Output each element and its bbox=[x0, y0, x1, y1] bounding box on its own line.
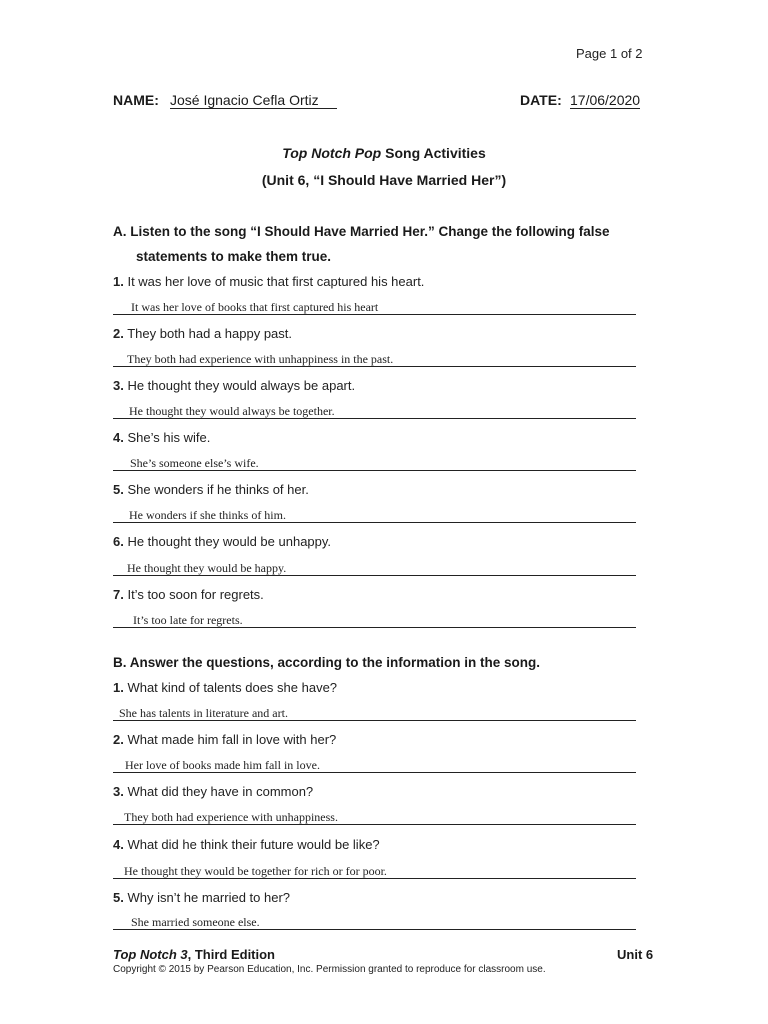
question-number: 4. bbox=[113, 837, 124, 852]
answer-line-b4[interactable] bbox=[113, 862, 636, 879]
question-text: What did they have in common? bbox=[123, 784, 314, 799]
name-label: NAME: bbox=[113, 92, 159, 108]
answer-line-a2[interactable] bbox=[113, 350, 636, 367]
question-text: She wonders if he thinks of her. bbox=[123, 482, 309, 497]
section-a-instructions: A. Listen to the song “I Should Have Married Her.” Change the following false bbox=[113, 224, 610, 239]
question-number: 5. bbox=[113, 482, 124, 497]
answer-line-b5[interactable] bbox=[113, 913, 636, 930]
question-number: 7. bbox=[113, 587, 124, 602]
answer-text: It’s too late for regrets. bbox=[133, 613, 243, 627]
answer-text: He thought they would always be together. bbox=[129, 404, 335, 418]
answer-text: They both had experience with unhappiness in the past. bbox=[127, 352, 394, 366]
worksheet-subtitle: (Unit 6, “I Should Have Married Her”) bbox=[261, 172, 507, 188]
question-b2 bbox=[113, 732, 336, 747]
question-text: He thought they would always be apart. bbox=[123, 378, 356, 393]
question-text: It was her love of music that first captured his heart. bbox=[123, 274, 425, 289]
answer-text: Her love of books made him fall in love. bbox=[125, 758, 320, 772]
answer-text: It was her love of books that first captured his heart bbox=[131, 300, 379, 314]
question-text: Why isn’t he married to her? bbox=[123, 890, 291, 905]
question-text: She’s his wife. bbox=[123, 430, 211, 445]
date-field[interactable]: 17/06/2020 bbox=[570, 92, 641, 108]
answer-text: He thought they would be happy. bbox=[127, 561, 287, 575]
date-label: DATE: bbox=[520, 92, 562, 108]
question-a1 bbox=[113, 274, 424, 289]
answer-text: They both had experience with unhappiness. bbox=[124, 810, 338, 824]
question-text: What kind of talents does she have? bbox=[123, 680, 338, 695]
question-b3 bbox=[113, 784, 313, 799]
name-field[interactable]: José Ignacio Cefla Ortiz bbox=[170, 92, 337, 109]
answer-line-b1[interactable] bbox=[113, 704, 636, 721]
page-number: Page 1 of 2 bbox=[576, 46, 643, 61]
question-text: It’s too soon for regrets. bbox=[123, 587, 264, 602]
answer-line-a7[interactable] bbox=[113, 611, 636, 628]
question-number: 2. bbox=[113, 326, 124, 341]
answer-line-b2[interactable] bbox=[113, 756, 636, 773]
question-number: 6. bbox=[113, 534, 124, 549]
section-b-heading: B. Answer the questions, according to the information in the song. bbox=[113, 655, 541, 670]
question-text: They both had a happy past. bbox=[123, 326, 293, 341]
question-text: What made him fall in love with her? bbox=[123, 732, 337, 747]
footer-book-rest: , Third Edition bbox=[187, 947, 276, 962]
answer-text: She’s someone else’s wife. bbox=[130, 456, 259, 470]
footer-book-title bbox=[113, 947, 275, 962]
answer-text: He wonders if she thinks of him. bbox=[129, 508, 286, 522]
question-number: 1. bbox=[113, 680, 124, 695]
answer-text: He thought they would be together for rich or for poor. bbox=[124, 864, 387, 878]
footer-book-italic: Top Notch 3 bbox=[113, 947, 188, 962]
worksheet-title bbox=[0, 145, 768, 161]
question-b4 bbox=[113, 837, 380, 852]
question-a6 bbox=[113, 534, 331, 549]
section-a-instructions-cont: statements to make them true. bbox=[136, 249, 332, 264]
question-a2 bbox=[113, 326, 292, 341]
question-a5 bbox=[113, 482, 309, 497]
answer-text: She married someone else. bbox=[131, 915, 260, 929]
question-text: What did he think their future would be like? bbox=[123, 837, 380, 852]
title-rest: Song Activities bbox=[381, 145, 486, 161]
question-number: 3. bbox=[113, 784, 124, 799]
question-number: 2. bbox=[113, 732, 124, 747]
answer-line-a4[interactable] bbox=[113, 454, 636, 471]
question-number: 1. bbox=[113, 274, 124, 289]
title-italic: Top Notch Pop bbox=[282, 145, 382, 161]
question-b1 bbox=[113, 680, 337, 695]
question-b5 bbox=[113, 890, 290, 905]
question-a7 bbox=[113, 587, 264, 602]
question-number: 3. bbox=[113, 378, 124, 393]
answer-text: She has talents in literature and art. bbox=[119, 706, 288, 720]
answer-line-a5[interactable] bbox=[113, 506, 636, 523]
question-number: 4. bbox=[113, 430, 124, 445]
question-number: 5. bbox=[113, 890, 124, 905]
footer-unit: Unit 6 bbox=[617, 947, 654, 962]
answer-line-a1[interactable] bbox=[113, 298, 636, 315]
copyright-notice: Copyright © 2015 by Pearson Education, Inc. Permission granted to reproduce for classroom use. bbox=[113, 964, 546, 975]
question-text: He thought they would be unhappy. bbox=[123, 534, 332, 549]
answer-line-a6[interactable] bbox=[113, 559, 636, 576]
question-a3 bbox=[113, 378, 355, 393]
question-a4 bbox=[113, 430, 210, 445]
answer-line-b3[interactable] bbox=[113, 808, 636, 825]
answer-line-a3[interactable] bbox=[113, 402, 636, 419]
